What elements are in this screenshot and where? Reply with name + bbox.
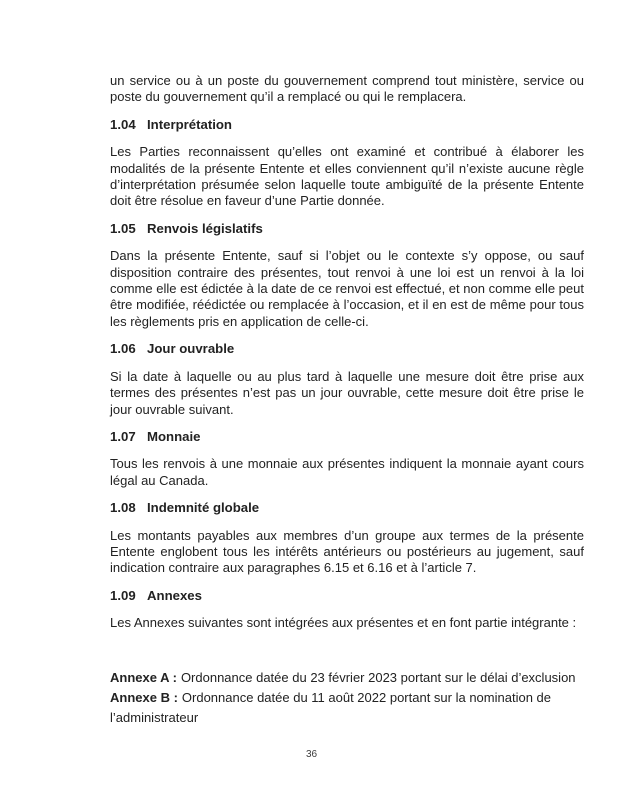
section-paragraph-1-06: Si la date à laquelle ou au plus tard à laquelle une mesure doit être prise aux termes des présentes n’est pas un jour ouvrable, cette mesure doit être prise le jour ouvrable suivant.	[110, 368, 584, 417]
annexe-b-text: Ordonnance datée du 11 août 2022 portant sur la nomination de l’administrateur	[110, 689, 551, 726]
section-number: 1.09	[110, 587, 136, 603]
section-number: 1.04	[110, 116, 136, 132]
section-heading-1-08	[110, 500, 584, 516]
section-heading-1-06	[110, 341, 584, 357]
annexe-item-b	[110, 688, 584, 729]
section-number: 1.07	[110, 428, 136, 444]
annexe-a-text: Ordonnance datée du 23 février 2023 portant sur le délai d’exclusion	[180, 669, 576, 685]
section-title: Renvois législatifs	[147, 220, 263, 236]
section-paragraph-1-09: Les Annexes suivantes sont intégrées aux présentes et en font partie intégrante :	[110, 615, 577, 631]
section-number: 1.05	[110, 220, 136, 236]
section-number: 1.06	[110, 341, 136, 357]
section-title: Interprétation	[147, 116, 232, 132]
annexe-a-label: Annexe A :	[110, 669, 177, 685]
section-paragraph-1-05: Dans la présente Entente, sauf si l’objet ou le contexte s’y oppose, ou sauf disposition contraire des présentes, tout renvoi à une loi est un renvoi à la loi comme elle est édictée à la date de ce renvoi est effectué, et non comme elle peut être modifiée, réédictée ou remplacée à l’occasion, et il en est de même pour tous les règlements pris en application de celle-ci.	[110, 248, 584, 329]
annexe-item-a	[110, 668, 584, 688]
section-title: Monnaie	[147, 428, 201, 444]
section-title: Indemnité globale	[147, 500, 260, 516]
section-paragraph-1-07: Tous les renvois à une monnaie aux présentes indiquent la monnaie ayant cours légal au Canada.	[110, 456, 584, 488]
intro-paragraph: un service ou à un poste du gouvernement comprend tout ministère, service ou poste du gouvernement qu’il a remplacé ou qui le remplacera.	[110, 73, 584, 105]
section-number: 1.08	[110, 500, 136, 516]
section-title: Annexes	[147, 587, 202, 603]
section-heading-1-07	[110, 429, 584, 445]
section-paragraph-1-04: Les Parties reconnaissent qu’elles ont examiné et contribué à élaborer les modalités de la présente Entente et elles conviennent qu’il n’existe aucune règle d’interprétation présumée selon laquelle toute ambiguïté de la présente Entente doit être résolue en faveur d’une Partie donnée.	[110, 144, 584, 209]
section-title: Jour ouvrable	[147, 341, 235, 357]
section-heading-1-05	[110, 221, 584, 237]
annexe-b-label: Annexe B :	[110, 689, 178, 705]
section-paragraph-1-08: Les montants payables aux membres d’un groupe aux termes de la présente Entente englobent tous les intérêts antérieurs ou postérieurs au jugement, sauf indication contraire aux paragraphes 6.15 et 6.16 et à l’article 7.	[110, 527, 584, 576]
page-number: 36	[305, 749, 318, 760]
annexes-list	[110, 668, 584, 729]
section-heading-1-04	[110, 117, 584, 133]
section-heading-1-09	[110, 588, 584, 604]
